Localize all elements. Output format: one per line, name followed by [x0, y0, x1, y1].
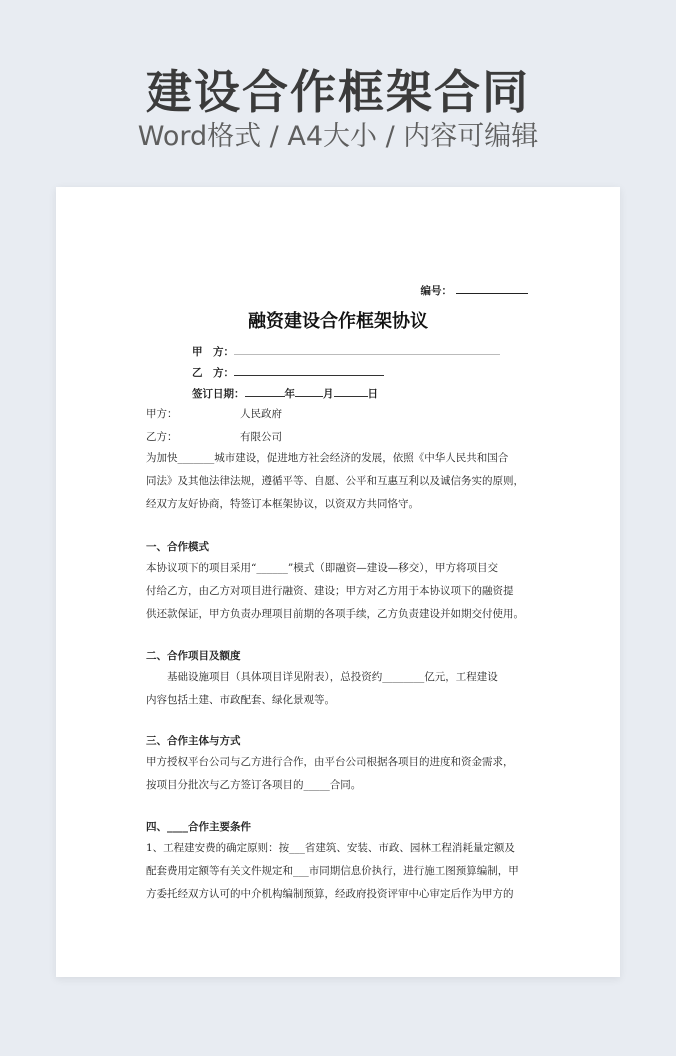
date-day-blank: [334, 386, 368, 397]
banner-subtitle: Word格式 / A4大小 / 内容可编辑: [137, 121, 539, 152]
section-heading: 一、合作模式: [146, 541, 209, 553]
party-b-row: [146, 430, 282, 444]
date-year-blank: [245, 386, 285, 397]
section-line: 付给乙方，由乙方对项目进行融资、建设；甲方对乙方用于本协议项下的融资提: [146, 585, 514, 597]
party-b-row-label: 乙方：: [146, 431, 178, 443]
party-b-line: [192, 365, 384, 380]
section-heading: 三、合作主体与方式: [146, 735, 241, 747]
party-a-blank: [234, 344, 500, 355]
section-line: 方委托经双方认可的中介机构编制预算，经政府投资评审中心审定后作为甲方的: [146, 888, 514, 900]
section-line: 内容包括土建、市政配套、绿化景观等。: [146, 694, 335, 706]
document-number: [421, 283, 529, 298]
document-title: 融资建设合作框架协议: [248, 311, 428, 332]
party-b-label: 乙 方：: [192, 367, 234, 379]
section-line: 基础设施项目（具体项目详见附表），总投资约________亿元，工程建设: [146, 671, 498, 683]
section-heading: 二、合作项目及额度: [146, 650, 241, 662]
date-month-blank: [295, 386, 323, 397]
intro-line: 同法》及其他法律法规，遵循平等、自愿、公平和互惠互利以及诚信务实的原则，: [146, 475, 524, 487]
section-line: 甲方授权平台公司与乙方进行合作，由平台公司根据各项目的进度和资金需求，: [146, 756, 514, 768]
document-number-blank: [456, 283, 528, 294]
party-a-row: [146, 407, 282, 421]
party-a-label: 甲 方：: [192, 346, 234, 358]
section-line: 供还款保证，甲方负责办理项目前期的各项手续，乙方负责建设并如期交付使用。: [146, 608, 524, 620]
party-a-line: [192, 344, 500, 359]
sign-date-line: [192, 386, 378, 401]
date-year-label: 年: [284, 388, 295, 400]
section-line: 1、工程建安费的确定原则：按___省建筑、安装、市政、园林工程消耗量定额及: [146, 842, 515, 854]
section-heading: 四、____合作主要条件: [146, 821, 251, 833]
banner-title: 建设合作框架合同: [146, 65, 530, 119]
section-line: 配套费用定额等有关文件规定和___市同期信息价执行，进行施工图预算编制，甲: [146, 865, 519, 877]
intro-line: 为加快_______城市建设，促进地方社会经济的发展，依照《中华人民共和国合: [146, 452, 509, 464]
party-b-blank: [234, 365, 384, 376]
section-line: 本协议项下的项目采用“______”模式（即融资—建设—移交），甲方将项目交: [146, 562, 498, 574]
section-line: 按项目分批次与乙方签订各项目的_____合同。: [146, 779, 362, 791]
document-number-label: 编号：: [420, 285, 452, 297]
date-month-label: 月: [323, 388, 334, 400]
intro-line: 经双方友好协商，特签订本框架协议，以资双方共同恪守。: [146, 498, 419, 510]
party-b-value: 有限公司: [240, 431, 282, 443]
party-a-value: 人民政府: [240, 408, 282, 420]
party-a-row-label: 甲方：: [146, 408, 178, 420]
sign-date-label: 签订日期：: [192, 388, 245, 400]
date-day-label: 日: [367, 388, 378, 400]
document-page: [56, 187, 620, 977]
